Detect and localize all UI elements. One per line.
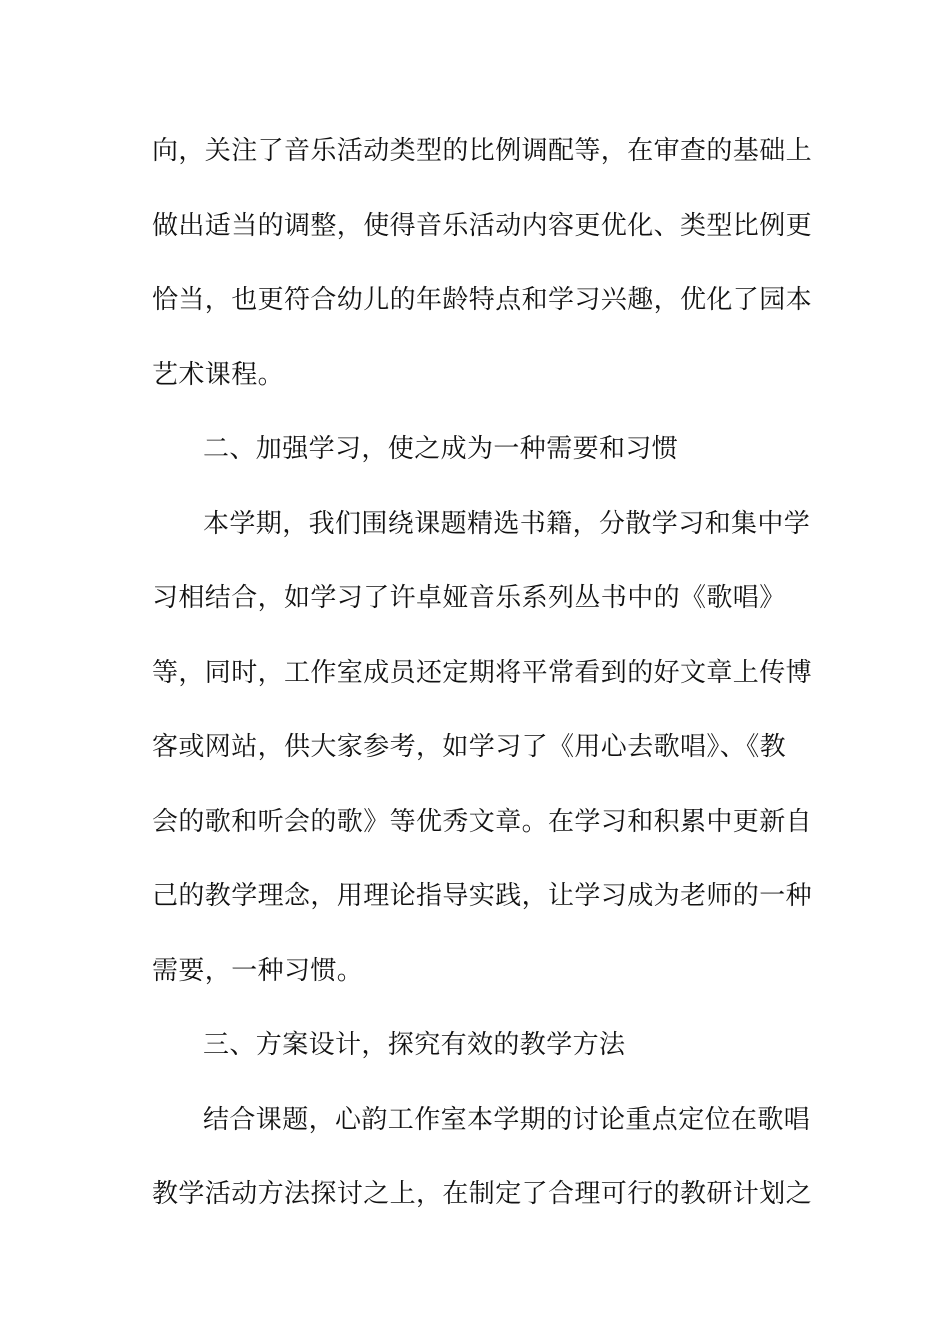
body-text-line: 习相结合，如学习了许卓娅音乐系列丛书中的《歌唱》 xyxy=(152,583,786,613)
paragraph-first-line: 本学期，我们围绕课题精选书籍，分散学习和集中学 xyxy=(203,508,811,539)
body-text-line: 己的教学理念，用理论指导实践，让学习成为老师的一种 xyxy=(152,881,813,911)
body-text-line: 教学活动方法探讨之上，在制定了合理可行的教研计划之 xyxy=(152,1179,813,1209)
body-text-line: 恰当，也更符合幼儿的年龄特点和学习兴趣，优化了园本 xyxy=(152,285,813,315)
paragraph-first-line: 结合课题，心韵工作室本学期的讨论重点定位在歌唱 xyxy=(203,1104,811,1135)
section-heading: 二、加强学习，使之成为一种需要和习惯 xyxy=(203,434,679,464)
body-text-line: 客或网站，供大家参考，如学习了《用心去歌唱》、《教 xyxy=(152,732,787,762)
section-heading: 三、方案设计，探究有效的教学方法 xyxy=(203,1030,626,1060)
body-text-line: 做出适当的调整，使得音乐活动内容更优化、类型比例更 xyxy=(152,210,813,241)
body-text-line: 会的歌和听会的歌》等优秀文章。在学习和积累中更新自 xyxy=(152,806,813,837)
body-text-line: 向，关注了音乐活动类型的比例调配等，在审查的基础上 xyxy=(152,136,813,166)
body-text-line: 需要，一种习惯。 xyxy=(152,955,364,986)
body-text-line: 等，同时，工作室成员还定期将平常看到的好文章上传博 xyxy=(152,657,813,688)
document-body xyxy=(152,127,813,1245)
body-text-line: 艺术课程。 xyxy=(152,359,285,390)
